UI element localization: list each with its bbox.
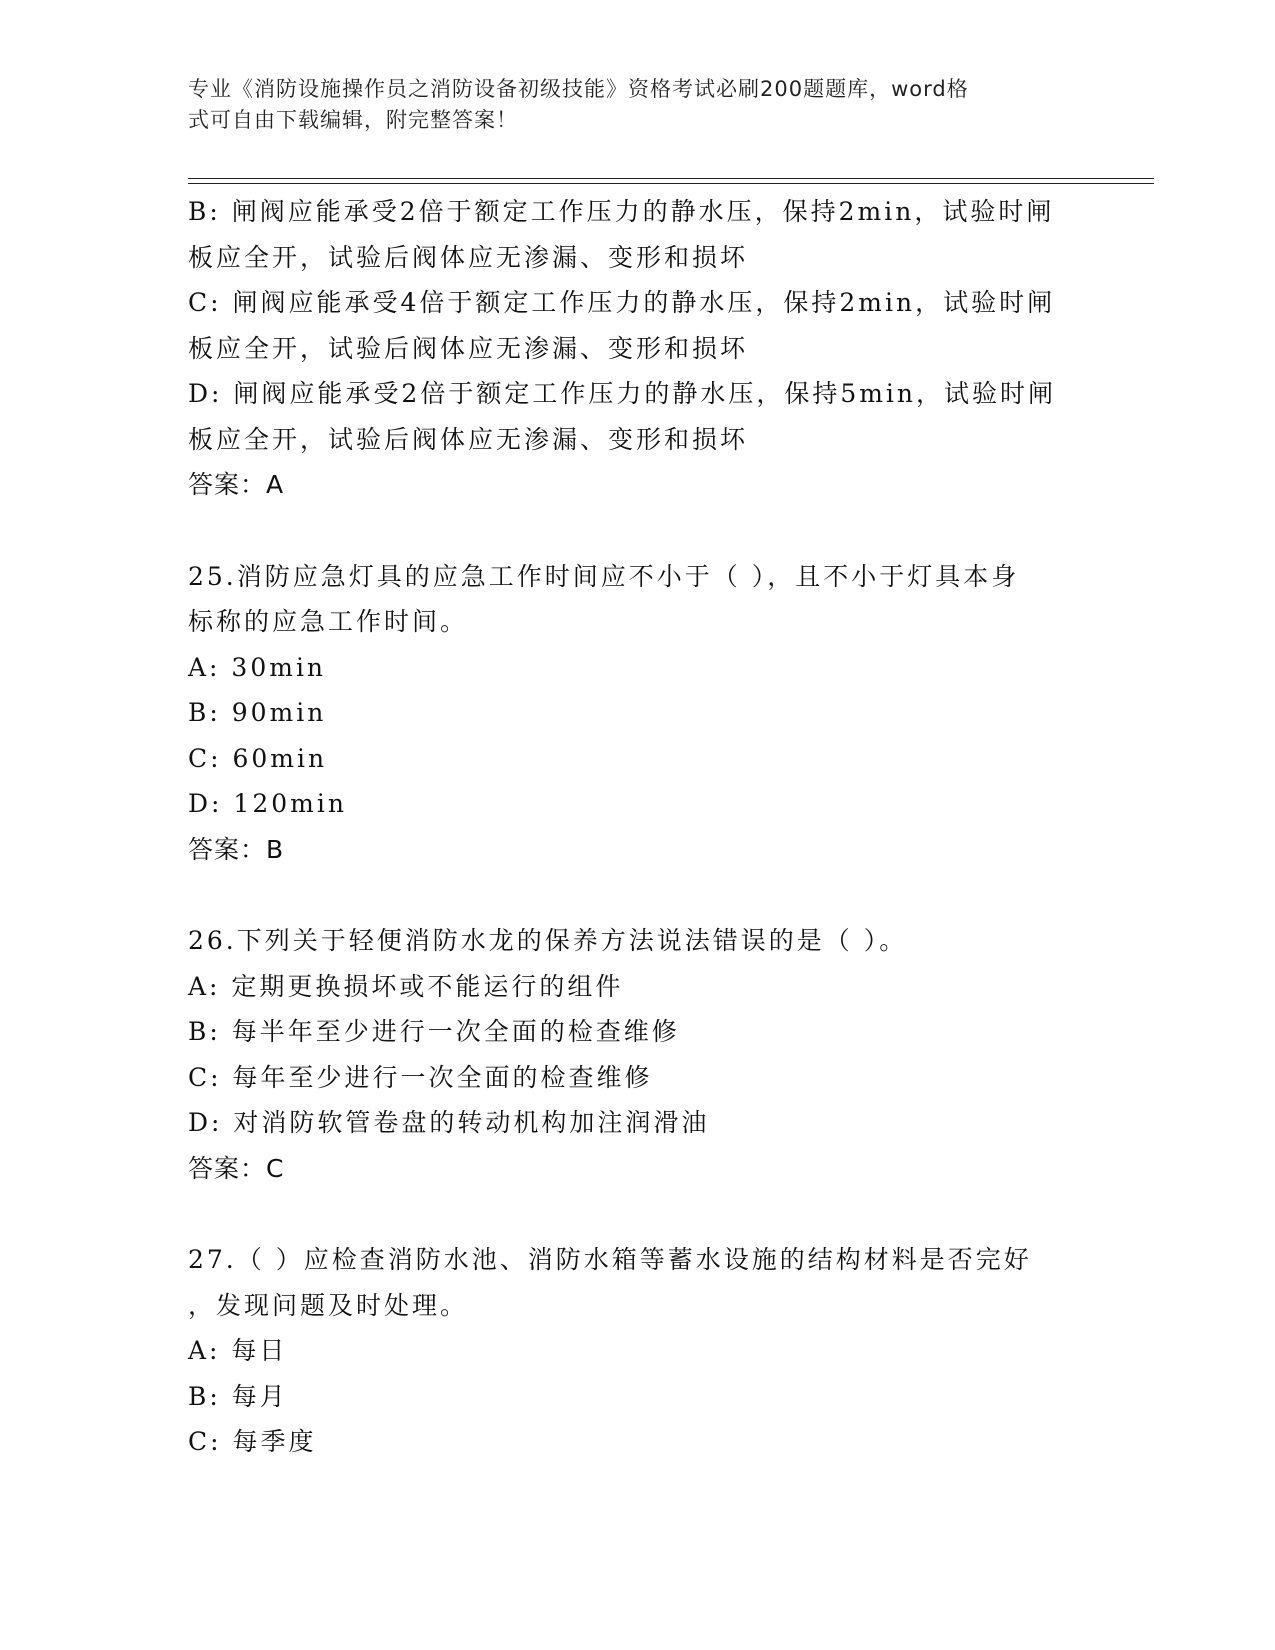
spacer <box>188 872 1088 918</box>
option-c-line-1: C: 闸阀应能承受4倍于额定工作压力的静水压，保持2min，试验时闸 <box>188 288 1056 317</box>
question-stem-line-1: 26.下列关于轻便消防水龙的保养方法说法错误的是（ ）。 <box>188 926 908 955</box>
option-d-line-2: 板应全开，试验后阀体应无渗漏、变形和损坏 <box>188 424 749 454</box>
option-c: C: 60min <box>188 743 328 773</box>
answer-label: 答案：A <box>188 470 285 499</box>
option-c: C: 每季度 <box>188 1427 317 1456</box>
option-a: A: 定期更换损坏或不能运行的组件 <box>188 971 624 1001</box>
header-divider-top <box>188 178 1154 179</box>
option-b: B: 90min <box>188 698 327 727</box>
document-body <box>188 189 1088 1465</box>
header-line-1: 专业《消防设施操作员之消防设备初级技能》资格考试必刷200题题库，word格 <box>188 77 969 101</box>
option-b: B: 每月 <box>188 1381 288 1411</box>
question-24-continued <box>188 189 1088 508</box>
option-d: D: 对消防软管卷盘的转动机构加注润滑油 <box>188 1108 710 1137</box>
question-25 <box>188 554 1088 873</box>
option-a: A: 每日 <box>188 1336 288 1365</box>
option-b-line-1: B: 闸阀应能承受2倍于额定工作压力的静水压，保持2min，试验时闸 <box>188 197 1055 226</box>
question-27 <box>188 1237 1088 1465</box>
answer-label: 答案：B <box>188 834 285 864</box>
option-c-line-2: 板应全开，试验后阀体应无渗漏、变形和损坏 <box>188 333 749 363</box>
document-header <box>188 74 1088 136</box>
option-d: D: 120min <box>188 789 347 818</box>
question-stem-line-2: ，发现问题及时处理。 <box>188 1290 469 1320</box>
question-stem-line-1: 27.（ ）应检查消防水池、消防水箱等蓄水设施的结构材料是否完好 <box>188 1245 1032 1274</box>
option-c: C: 每年至少进行一次全面的检查维修 <box>188 1062 653 1092</box>
option-a: A: 30min <box>188 652 327 682</box>
question-26 <box>188 918 1088 1191</box>
header-divider-bottom <box>188 183 1154 184</box>
spacer <box>188 1191 1088 1237</box>
header-line-2: 式可自由下载编辑，附完整答案！ <box>188 108 518 132</box>
question-stem-line-2: 标称的应急工作时间。 <box>188 607 469 636</box>
question-stem-line-1: 25.消防应急灯具的应急工作时间应不小于（ ），且不小于灯具本身 <box>188 561 1020 591</box>
option-b: B: 每半年至少进行一次全面的检查维修 <box>188 1017 680 1046</box>
option-b-line-2: 板应全开，试验后阀体应无渗漏、变形和损坏 <box>188 242 749 272</box>
option-d-line-1: D: 闸阀应能承受2倍于额定工作压力的静水压，保持5min，试验时闸 <box>188 379 1057 408</box>
answer-label: 答案：C <box>188 1153 285 1183</box>
spacer <box>188 508 1088 554</box>
